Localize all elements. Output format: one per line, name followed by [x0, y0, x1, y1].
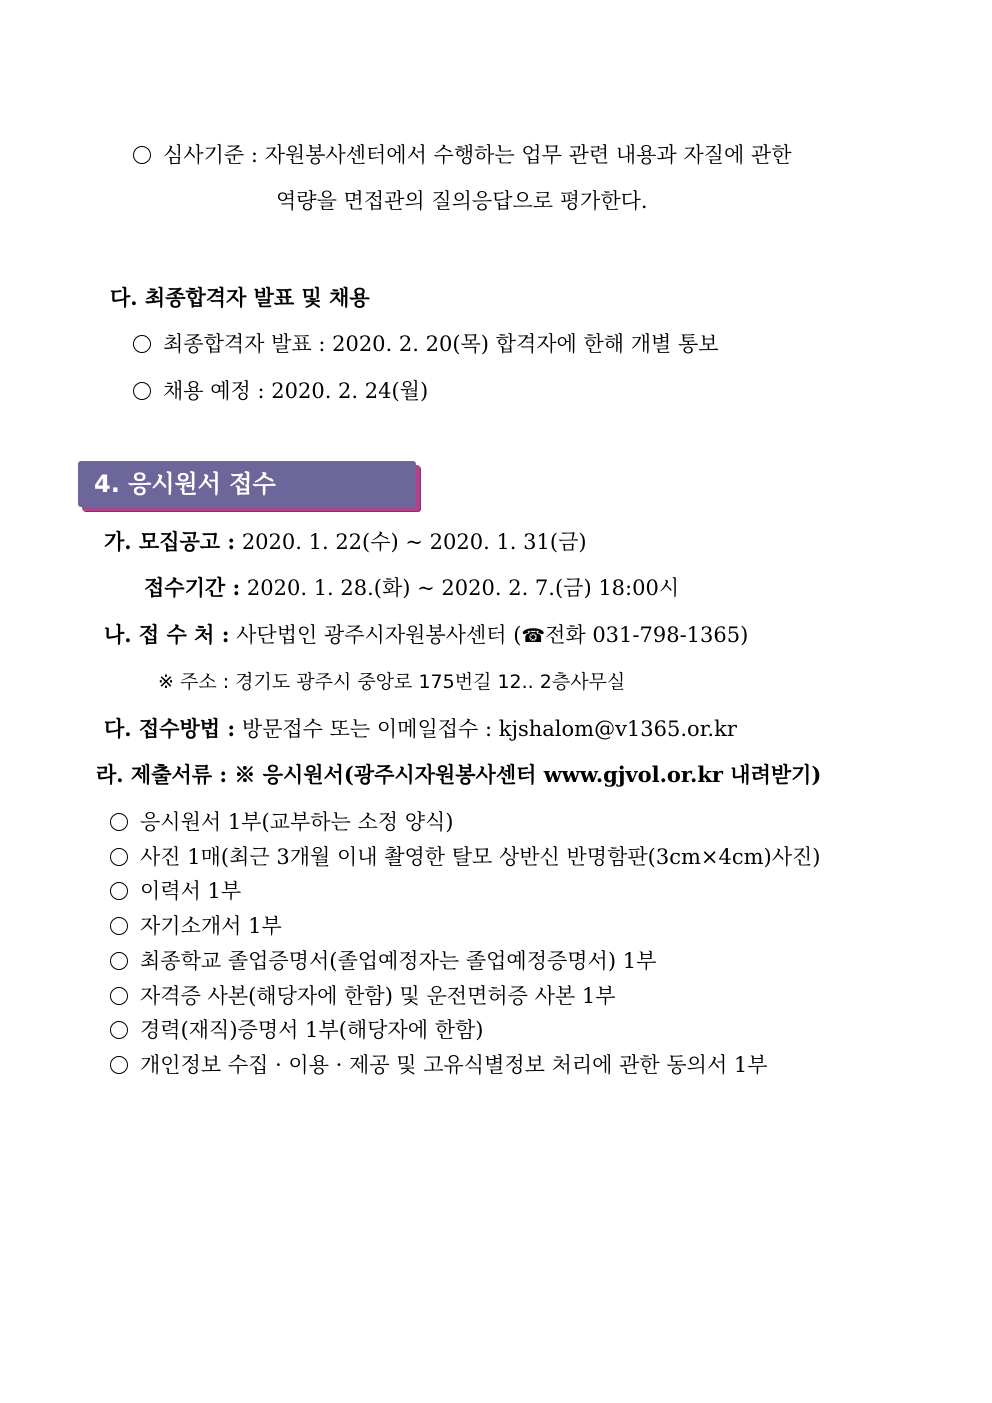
document-item: [110, 809, 454, 835]
document-item: [110, 1052, 768, 1078]
receipt-place-value-pre: 사단법인 광주시자원봉사센터 (: [236, 623, 522, 647]
circle-bullet-icon: [110, 882, 128, 900]
receipt-place-label: 나. 접 수 처 :: [104, 622, 230, 647]
circle-bullet-icon: [110, 1021, 128, 1039]
circle-bullet-icon: [110, 917, 128, 935]
recruit-notice-label: 가. 모집공고 :: [104, 529, 236, 554]
receipt-method-row: [104, 716, 737, 742]
receipt-place-row: [104, 622, 748, 649]
document-item: [110, 1017, 484, 1043]
circle-bullet-icon: [133, 335, 151, 353]
circle-bullet-icon: [110, 987, 128, 1005]
document-text: 사진 1매(최근 3개월 이내 촬영한 탈모 상반신 반명함판(3cm×4cm)사진): [140, 845, 821, 869]
receipt-period-label: 접수기간 :: [144, 575, 241, 600]
document-item: [110, 983, 616, 1009]
document-item: [110, 878, 241, 904]
document-item: [110, 948, 656, 974]
document-text: 자격증 사본(해당자에 한함) 및 운전면허증 사본 1부: [140, 984, 616, 1008]
document-item: [110, 913, 282, 939]
document-text: 경력(재직)증명서 1부(해당자에 한함): [140, 1018, 484, 1042]
recruit-notice-row: [104, 529, 587, 555]
document-text: 이력서 1부: [140, 879, 242, 903]
document-text: 응시원서 1부(교부하는 소정 양식): [140, 810, 454, 834]
document-text: 최종학교 졸업증명서(졸업예정자는 졸업예정증명서) 1부: [140, 949, 657, 973]
criteria-line-1: [133, 142, 791, 168]
receipt-method-label: 다. 접수방법 :: [104, 716, 236, 741]
circle-bullet-icon: [110, 813, 128, 831]
circle-bullet-icon: [133, 382, 151, 400]
hiring-item: [133, 378, 428, 404]
announcement-text: 최종합격자 발표 : 2020. 2. 20(목) 합격자에 한해 개별 통보: [163, 332, 719, 356]
criteria-text-1: 심사기준 : 자원봉사센터에서 수행하는 업무 관련 내용과 자질에 관한: [163, 143, 792, 167]
receipt-place-value-post: 전화 031-798-1365): [545, 623, 749, 647]
hiring-text: 채용 예정 : 2020. 2. 24(월): [163, 379, 429, 403]
document-text: 개인정보 수집 · 이용 · 제공 및 고유식별정보 처리에 관한 동의서 1부: [140, 1053, 768, 1077]
documents-heading: 라. 제출서류 : ※ 응시원서(광주시자원봉사센터 www.gjvol.or.kr 내려받기): [96, 762, 822, 787]
receipt-period-value: 2020. 1. 28.(화) ~ 2020. 2. 7.(금) 18:00시: [246, 576, 680, 600]
phone-icon: ☎: [521, 625, 546, 647]
section-da-heading: 다. 최종합격자 발표 및 채용: [110, 285, 370, 310]
section-4-banner: [78, 461, 416, 507]
announcement-item: [133, 331, 719, 357]
document-text: 자기소개서 1부: [140, 914, 282, 938]
receipt-period-row: [144, 575, 679, 601]
recruit-notice-value: 2020. 1. 22(수) ~ 2020. 1. 31(금): [241, 530, 587, 554]
receipt-method-value: 방문접수 또는 이메일접수 : kjshalom@v1365.or.kr: [241, 717, 737, 741]
circle-bullet-icon: [133, 146, 151, 164]
document-item: [110, 844, 820, 870]
circle-bullet-icon: [110, 952, 128, 970]
address-note: ※ 주소 : 경기도 광주시 중앙로 175번길 12.. 2층사무실: [158, 671, 626, 693]
circle-bullet-icon: [110, 848, 128, 866]
section-4-title: 4. 응시원서 접수: [94, 470, 276, 498]
circle-bullet-icon: [110, 1056, 128, 1074]
criteria-line-2: 역량을 면접관의 질의응답으로 평가한다.: [276, 189, 648, 213]
